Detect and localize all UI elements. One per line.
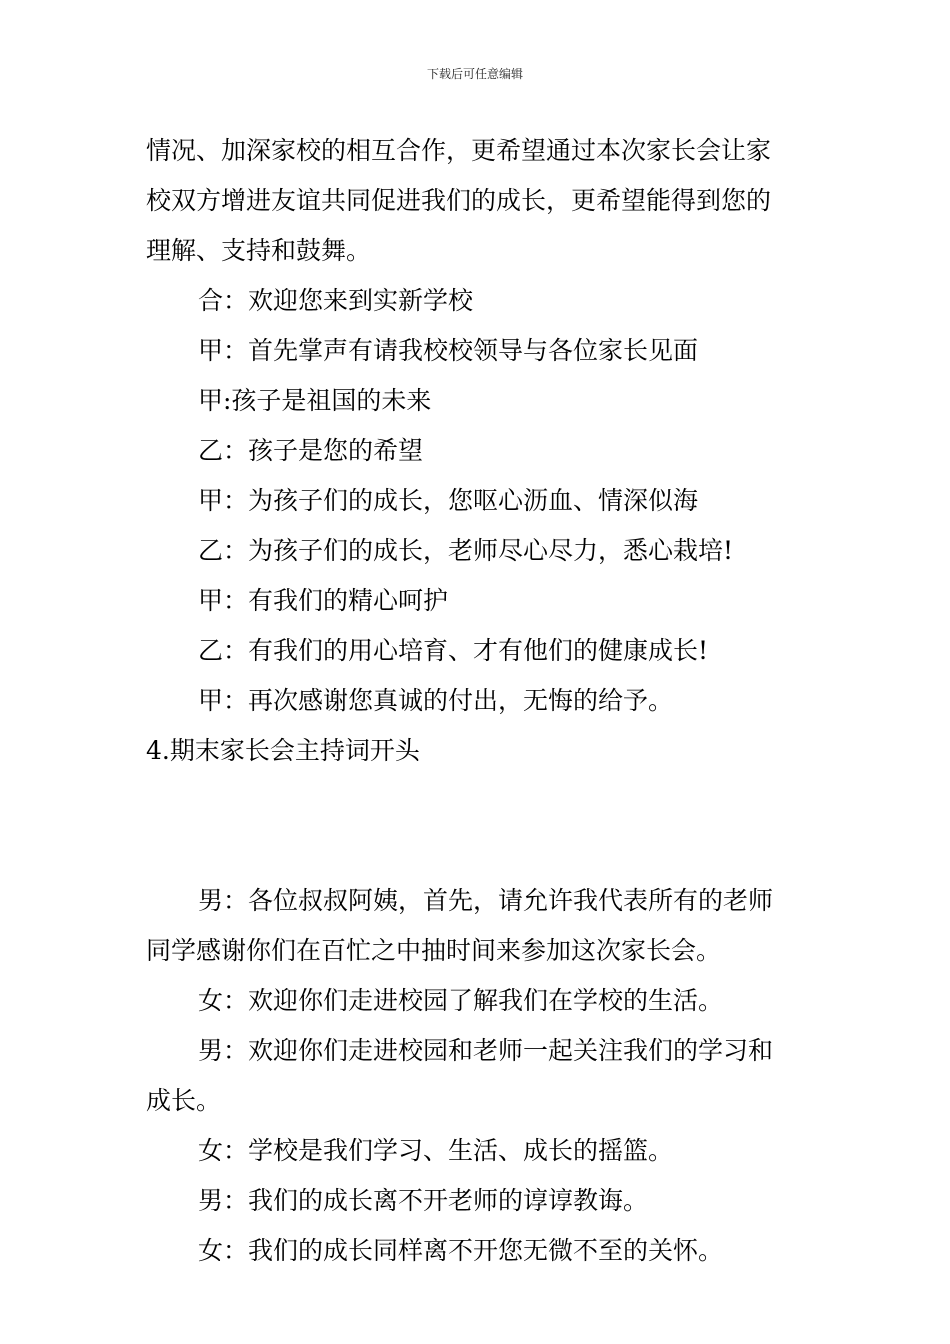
dialogue-line: 甲：有我们的精心呵护: [198, 586, 449, 615]
dialogue-line: 甲：首先掌声有请我校校领导与各位家长见面: [198, 336, 699, 365]
dialogue-line-continuation: 成长。: [146, 1086, 222, 1115]
dialogue-line: 乙：为孩子们的成长，老师尽心尽力，悉心栽培!: [198, 536, 734, 565]
dialogue-line: 男：欢迎你们走进校园和老师一起关注我们的学习和: [198, 1036, 774, 1065]
paragraph-line: 校双方增进友谊共同促进我们的成长，更希望能得到您的: [146, 186, 772, 215]
dialogue-line: 女：欢迎你们走进校园了解我们在学校的生活。: [198, 986, 724, 1015]
page-header-note: 下载后可任意编辑: [426, 67, 523, 81]
dialogue-line: 女：学校是我们学习、生活、成长的摇篮。: [198, 1136, 674, 1165]
dialogue-line: 甲：为孩子们的成长，您呕心沥血、情深似海: [198, 486, 699, 515]
dialogue-line: 合：欢迎您来到实新学校: [198, 286, 474, 315]
dialogue-line: 乙：孩子是您的希望: [198, 436, 424, 465]
dialogue-line: 乙：有我们的用心培育、才有他们的健康成长!: [198, 636, 709, 665]
dialogue-line: 甲:孩子是祖国的未来: [198, 386, 432, 415]
section-heading: 4.期末家长会主持词开头: [146, 736, 420, 765]
dialogue-line: 男：各位叔叔阿姨，首先，请允许我代表所有的老师: [198, 886, 774, 915]
dialogue-line: 男：我们的成长离不开老师的谆谆教诲。: [198, 1186, 649, 1215]
dialogue-line: 女：我们的成长同样离不开您无微不至的关怀。: [198, 1236, 724, 1265]
paragraph-line: 理解、支持和鼓舞。: [146, 236, 372, 265]
dialogue-line-continuation: 同学感谢你们在百忙之中抽时间来参加这次家长会。: [146, 936, 722, 965]
paragraph-line: 情况、加深家校的相互合作，更希望通过本次家长会让家: [146, 136, 772, 165]
dialogue-line: 甲：再次感谢您真诚的付出，无悔的给予。: [198, 686, 674, 715]
section-spacer: [146, 776, 810, 876]
document-body: [146, 126, 810, 1276]
